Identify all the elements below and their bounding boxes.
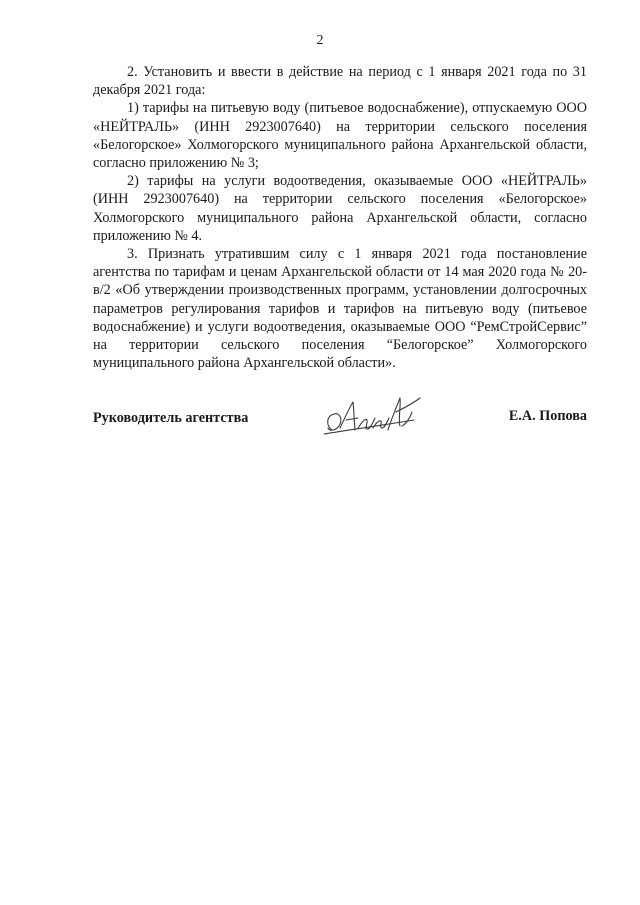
page-number: 2 <box>316 33 324 48</box>
handwritten-signature <box>318 390 428 440</box>
paragraph-clause-3: 3. Признать утратившим силу с 1 января 2021 года постановление агентства по тарифам и ценам Архангельской области от 14 мая 2020 года № 20-в/2 «Об утверждении производственных программ, установлении долгосрочных параметров регулирования тарифов и тарифов на питьевую воду (питьевое водоснабжение) и услуги водоотведения, оказываемые ООО “РемСтройСервис” на территории сельского поселения “Белогорское” Холмогорского муниципального района Архангельской области». <box>93 246 587 372</box>
paragraph-clause-2-item-1: 1) тарифы на питьевую воду (питьевое водоснабжение), отпускаемую ООО «НЕЙТРАЛЬ» (ИНН 2923007640) на территории сельского поселения «Белогорское» Холмогорского муниципального района Архангельской области, согласно приложению № 3; <box>93 100 587 172</box>
document-body <box>93 63 587 372</box>
paragraph-clause-2: 2. Установить и ввести в действие на период с 1 января 2021 года по 31 декабря 2021 года: <box>93 64 587 99</box>
signer-title: Руководитель агентства <box>93 410 249 426</box>
signature-block <box>93 390 587 440</box>
signer-name: Е.А. Попова <box>508 408 587 424</box>
paragraph-clause-2-item-2: 2) тарифы на услуги водоотведения, оказываемые ООО «НЕЙТРАЛЬ» (ИНН 2923007640) на территории сельского поселения «Белогорское» Холмогорского муниципального района Архангельской области, согласно приложению № 4. <box>93 173 587 244</box>
